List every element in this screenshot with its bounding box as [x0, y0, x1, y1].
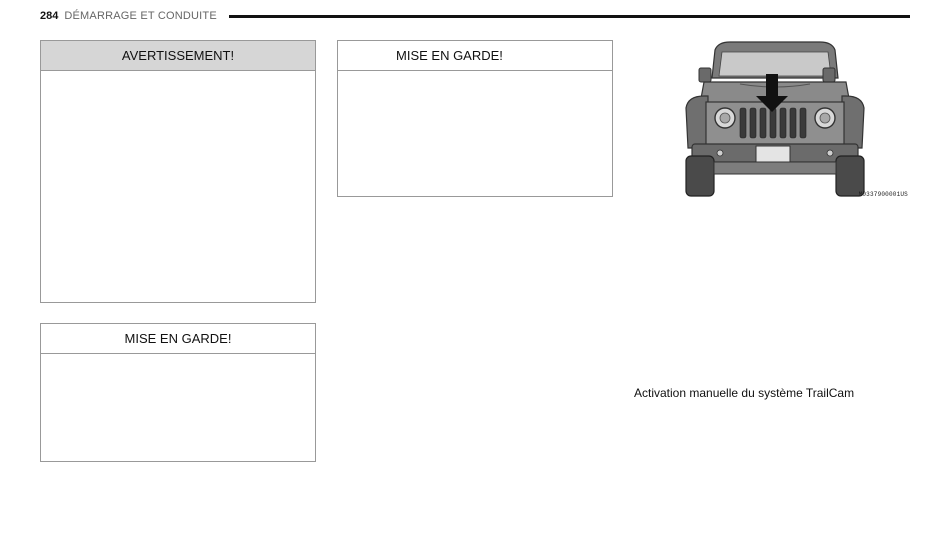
figure-caption: Activation manuelle du système TrailCam — [634, 386, 855, 400]
page-header — [40, 9, 910, 23]
header-rule — [229, 15, 910, 18]
warning-box-title: AVERTISSEMENT! — [41, 41, 315, 71]
vehicle-front-illustration — [680, 38, 910, 202]
warning-box — [40, 40, 316, 303]
section-title: DÉMARRAGE ET CONDUITE — [64, 10, 217, 22]
caution-box-bottom — [40, 323, 316, 462]
page-number: 284 — [40, 10, 59, 22]
caution-box-bottom-title: MISE EN GARDE! — [41, 324, 315, 354]
figure-code: M0337900001US — [858, 191, 908, 198]
caution-box-top-title: MISE EN GARDE! — [338, 41, 612, 71]
jeep-front-icon — [680, 38, 910, 202]
caution-box-top — [337, 40, 613, 197]
